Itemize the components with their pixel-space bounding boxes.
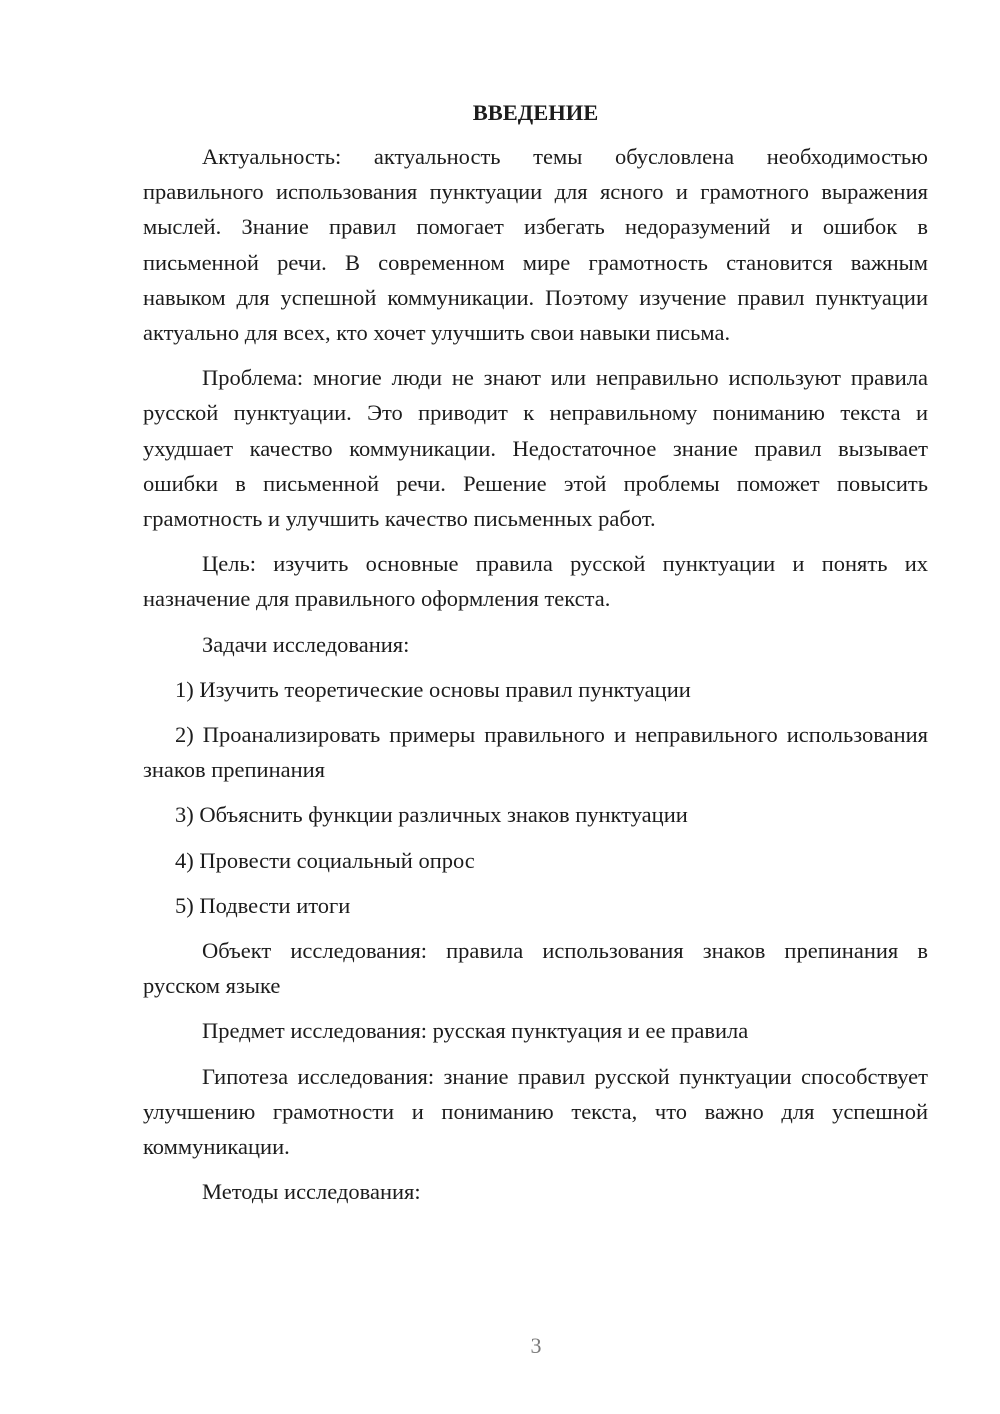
problem-paragraph: Проблема: многие люди не знают или неправильно используют правила русской пунктуации. Это приводит к неправильному пониманию текста и ухудшает качество коммуникации. Недостаточное знание правил вызывает ошибки в письменной речи. Решение этой проблемы поможет повысить грамотность и улучшить качество письменных работ. xyxy=(143,365,928,532)
goal-paragraph: Цель: изучить основные правила русской пунктуации и понять их назначение для правильного оформления текста. xyxy=(143,551,928,612)
methods-heading: Методы исследования: xyxy=(202,1179,421,1205)
hypothesis-paragraph: Гипотеза исследования: знание правил русской пунктуации способствует улучшению грамотности и пониманию текста, что важно для успешной коммуникации. xyxy=(143,1063,928,1160)
research-subject-paragraph: Предмет исследования: русская пунктуация и ее правила xyxy=(202,1018,749,1044)
page-content xyxy=(143,97,928,1219)
task-item: 4) Провести социальный опрос xyxy=(175,847,475,873)
task-item: 5) Подвести итоги xyxy=(175,892,351,918)
page-number: 3 xyxy=(530,1333,542,1358)
tasks-heading: Задачи исследования: xyxy=(202,631,410,657)
page-title: ВВЕДЕНИЕ xyxy=(472,100,599,125)
task-item: 2) Проанализировать примеры правильного и неправильного использования знаков препинания xyxy=(143,722,928,783)
relevance-paragraph: Актуальность: актуальность темы обусловлена необходимостью правильного использования пунктуации для ясного и грамотного выражения мыслей. Знание правил помогает избегать недоразумений и ошибок в письменной речи. В современном мире грамотность становится важным навыком для успешной коммуникации. Поэтому изучение правил пунктуации актуально для всех, кто хочет улучшить свои навыки письма. xyxy=(143,144,928,346)
task-item: 1) Изучить теоретические основы правил пунктуации xyxy=(175,676,691,702)
research-object-paragraph: Объект исследования: правила использования знаков препинания в русском языке xyxy=(143,938,928,999)
task-item: 3) Объяснить функции различных знаков пунктуации xyxy=(175,802,688,828)
